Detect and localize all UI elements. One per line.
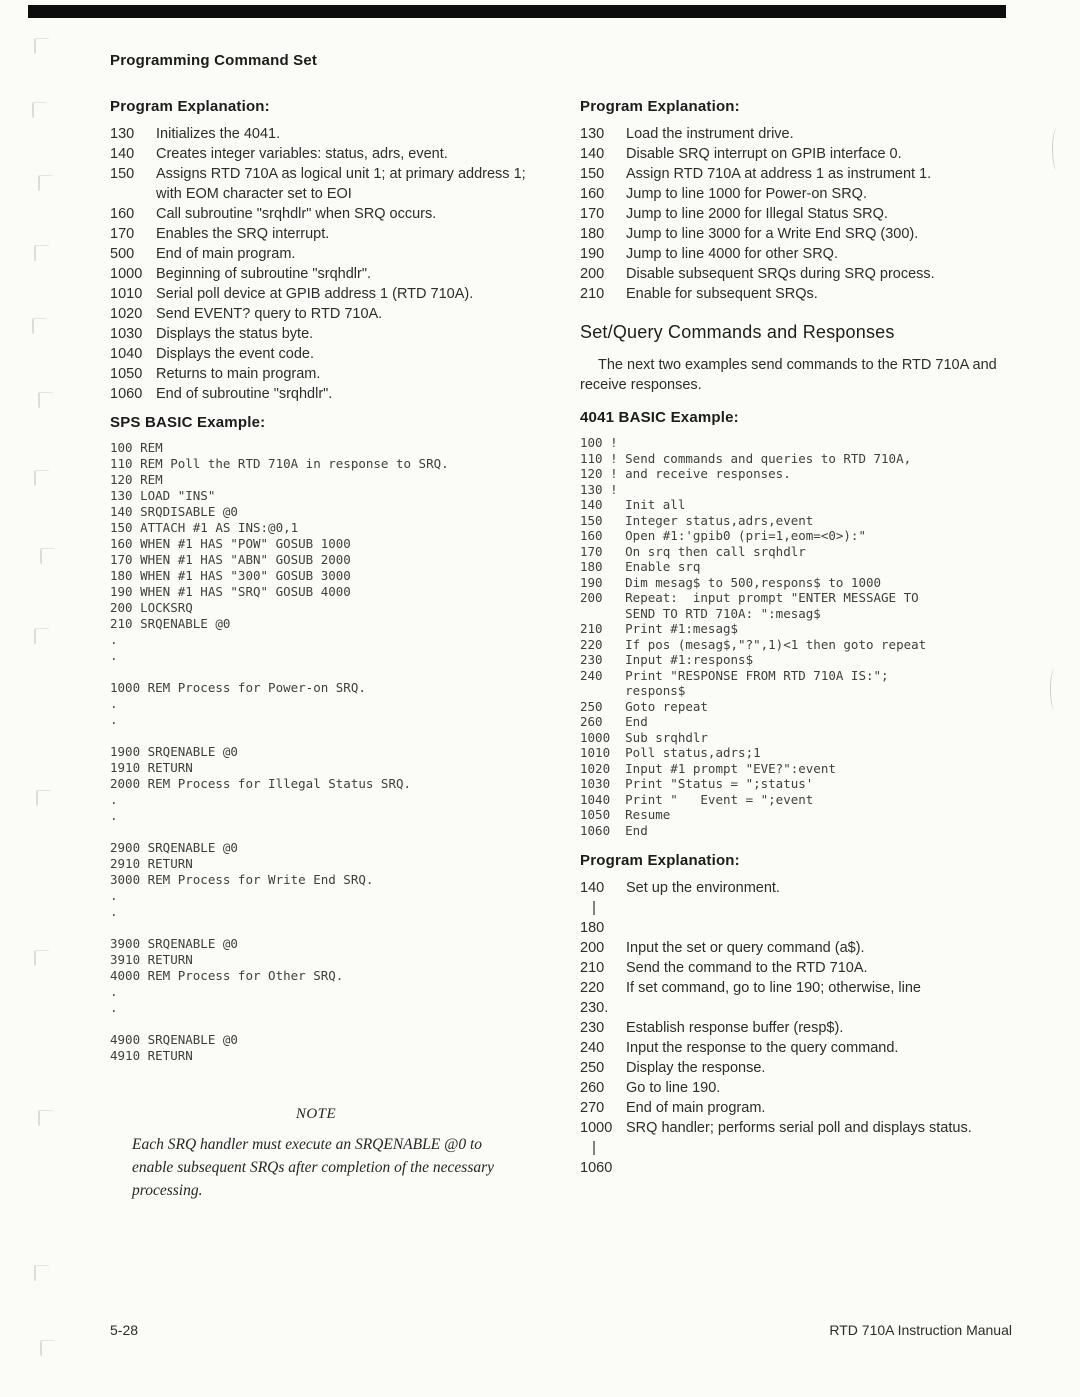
code-line: . xyxy=(110,808,118,823)
code-line: 2000 REM Process for Illegal Status SRQ. xyxy=(110,776,412,791)
note-block xyxy=(110,1106,530,1202)
code-line: 160 WHEN #1 HAS "POW" GOSUB 1000 xyxy=(110,536,351,551)
line-text: Assigns RTD 710A as logical unit 1; at primary address 1; with EOM character set to EOI xyxy=(156,166,526,202)
explanation-item xyxy=(580,144,1020,164)
code-line: 170 WHEN #1 HAS "ABN" GOSUB 2000 xyxy=(110,552,351,567)
code-line: . xyxy=(110,632,118,647)
line-text: Input the set or query command (a$). xyxy=(626,940,865,956)
line-number: 190 xyxy=(580,246,605,262)
line-number: 200 xyxy=(580,266,605,282)
code-line: 180 WHEN #1 HAS "300" GOSUB 3000 xyxy=(110,568,351,583)
code-line: 130 ! xyxy=(580,481,618,497)
line-number: 1000 xyxy=(580,1120,613,1136)
line-number: 150 xyxy=(580,166,605,182)
left-column xyxy=(110,92,530,1202)
code-line: 1000 Sub srqhdlr xyxy=(580,729,708,745)
explanation-item xyxy=(580,1158,1020,1178)
explanation-item xyxy=(580,918,1020,938)
line-text: Creates integer variables: status, adrs, event. xyxy=(156,146,448,162)
line-number: 180 xyxy=(580,920,605,936)
line-text: End of subroutine "srqhdlr". xyxy=(156,386,333,402)
line-text: Set up the environment. xyxy=(626,880,780,896)
line-number: 150 xyxy=(110,166,135,182)
code-line: 2900 SRQENABLE @0 xyxy=(110,840,238,855)
code-line: . xyxy=(110,696,118,711)
code-line: 100 REM xyxy=(110,440,163,455)
explanation-item xyxy=(580,958,1020,978)
code-line: 250 Goto repeat xyxy=(580,698,708,714)
explanation-item xyxy=(580,1098,1020,1118)
explanation-item xyxy=(580,878,1020,898)
explanation-item xyxy=(580,1058,1020,1078)
code-line: 3910 RETURN xyxy=(110,952,193,967)
line-number: 140 xyxy=(580,146,605,162)
line-number: | xyxy=(580,900,596,916)
line-number: 1000 xyxy=(110,266,143,282)
code-line: 160 Open #1:'gpib0 (pri=1,eom=<0>):" xyxy=(580,528,866,543)
line-text xyxy=(626,918,1020,938)
code-line xyxy=(110,728,530,744)
code-line: 190 WHEN #1 HAS "SRQ" GOSUB 4000 xyxy=(110,584,351,599)
line-text: Serial poll device at GPIB address 1 (RTD 710A). xyxy=(156,286,474,302)
explanation-item xyxy=(580,264,1020,284)
line-text: Enables the SRQ interrupt. xyxy=(156,226,330,242)
line-number: 200 xyxy=(580,940,605,956)
code-line: 140 Init all xyxy=(580,497,686,512)
explanation-item xyxy=(580,244,1020,264)
explanation-item xyxy=(580,1078,1020,1098)
code-line: respons$ xyxy=(580,683,686,698)
explanation-item xyxy=(110,264,530,284)
code-line: 1030 Print "Status = ";status' xyxy=(580,776,814,791)
explanation-item xyxy=(110,344,530,364)
explanation-item xyxy=(580,124,1020,144)
line-text xyxy=(626,898,1020,918)
line-text: Go to line 190. xyxy=(626,1080,721,1096)
line-text xyxy=(626,998,1020,1018)
code-line: SEND TO RTD 710A: ":mesag$ xyxy=(580,605,821,621)
line-number: 1060 xyxy=(580,1160,613,1176)
explanation-item xyxy=(110,244,530,264)
code-line: . xyxy=(110,1000,118,1015)
code-line xyxy=(110,920,530,936)
right-explanation2-heading: Program Explanation: xyxy=(580,852,740,869)
code-line: . xyxy=(110,712,118,727)
code-line: 130 LOAD "INS" xyxy=(110,488,216,503)
explanation-item xyxy=(110,224,530,244)
right-explanation2-list xyxy=(580,878,1020,1178)
page-body xyxy=(110,92,1020,1202)
line-number: 1050 xyxy=(110,366,143,382)
explanation-item xyxy=(110,304,530,324)
line-text: Displays the event code. xyxy=(156,346,314,362)
sps-basic-code xyxy=(110,440,530,1064)
line-number: 1010 xyxy=(110,286,143,302)
basic-4041-heading: 4041 BASIC Example: xyxy=(580,409,739,426)
line-number: 250 xyxy=(580,1060,605,1076)
manual-title: RTD 710A Instruction Manual xyxy=(829,1322,1012,1338)
sps-basic-heading: SPS BASIC Example: xyxy=(110,414,266,431)
line-number: 1030 xyxy=(110,326,143,342)
explanation-item xyxy=(580,978,1020,998)
code-line: 200 LOCKSRQ xyxy=(110,600,193,615)
line-text: Send EVENT? query to RTD 710A. xyxy=(156,306,383,322)
line-text: Display the response. xyxy=(626,1060,766,1076)
line-number: 180 xyxy=(580,226,605,242)
code-line: . xyxy=(110,904,118,919)
code-line: 1050 Resume xyxy=(580,807,671,822)
code-line: 260 End xyxy=(580,714,648,729)
code-line xyxy=(110,824,530,840)
note-text: Each SRQ handler must execute an SRQENABLE @0 to enable subsequent SRQs after completion of the necessary processing. xyxy=(132,1136,495,1199)
code-line: 120 REM xyxy=(110,472,163,487)
code-line: . xyxy=(110,888,118,903)
code-line: 150 Integer status,adrs,event xyxy=(580,512,814,528)
code-line: 240 Print "RESPONSE FROM RTD 710A IS:"; xyxy=(580,667,889,683)
basic-4041-code xyxy=(580,435,1020,838)
code-line: 1010 Poll status,adrs;1 xyxy=(580,745,761,760)
code-line: . xyxy=(110,984,118,999)
code-line: 1000 REM Process for Power-on SRQ. xyxy=(110,680,366,695)
line-text: Jump to line 4000 for other SRQ. xyxy=(626,246,838,262)
explanation-item xyxy=(580,1118,1020,1138)
code-line: 1910 RETURN xyxy=(110,760,193,775)
explanation-item xyxy=(110,164,530,204)
code-line: 220 If pos (mesag$,"?",1)<1 then goto repeat xyxy=(580,636,927,652)
left-explanation-list xyxy=(110,124,530,404)
left-explanation-heading: Program Explanation: xyxy=(110,98,270,115)
line-number: 130 xyxy=(110,126,135,142)
page-header: Programming Command Set xyxy=(110,52,318,69)
code-line: 210 SRQENABLE @0 xyxy=(110,616,231,631)
explanation-item xyxy=(580,938,1020,958)
code-line: 200 Repeat: input prompt "ENTER MESSAGE TO xyxy=(580,590,919,605)
line-text: Jump to line 1000 for Power-on SRQ. xyxy=(626,186,867,202)
explanation-item xyxy=(580,164,1020,184)
code-line: 120 ! and receive responses. xyxy=(580,466,791,481)
code-line: 1040 Print " Event = ";event xyxy=(580,791,814,807)
line-text: Disable subsequent SRQs during SRQ process. xyxy=(626,266,935,282)
line-number: 140 xyxy=(110,146,135,162)
code-line: . xyxy=(110,648,118,663)
scan-top-bar xyxy=(28,5,1006,18)
explanation-item xyxy=(110,124,530,144)
line-number: 160 xyxy=(580,186,605,202)
code-line: 140 SRQDISABLE @0 xyxy=(110,504,238,519)
code-line: 1060 End xyxy=(580,822,648,838)
line-text: Call subroutine "srqhdlr" when SRQ occurs. xyxy=(156,206,437,222)
code-line: . xyxy=(110,792,118,807)
line-number: 210 xyxy=(580,960,605,976)
code-line: 3000 REM Process for Write End SRQ. xyxy=(110,872,374,887)
line-text: Initializes the 4041. xyxy=(156,126,281,142)
line-text: Disable SRQ interrupt on GPIB interface 0. xyxy=(626,146,902,162)
line-number: 240 xyxy=(580,1040,605,1056)
line-text: Jump to line 3000 for a Write End SRQ (300). xyxy=(626,226,919,242)
explanation-item xyxy=(110,324,530,344)
line-text: Beginning of subroutine "srqhdlr". xyxy=(156,266,372,282)
line-number: 1060 xyxy=(110,386,143,402)
line-text xyxy=(626,1138,1020,1158)
explanation-item xyxy=(580,898,1020,918)
line-number: 230. xyxy=(580,1000,609,1016)
right-column xyxy=(580,92,1020,1202)
page-footer xyxy=(110,1322,1012,1338)
line-number: 500 xyxy=(110,246,135,262)
page-number: 5-28 xyxy=(110,1322,139,1338)
code-line: 3900 SRQENABLE @0 xyxy=(110,936,238,951)
right-explanation-heading: Program Explanation: xyxy=(580,98,740,115)
explanation-item xyxy=(110,144,530,164)
line-number: 170 xyxy=(110,226,135,242)
explanation-item xyxy=(580,204,1020,224)
explanation-item xyxy=(110,364,530,384)
line-number: | xyxy=(580,1140,596,1156)
explanation-item xyxy=(580,1038,1020,1058)
explanation-item xyxy=(580,184,1020,204)
code-line: 100 ! xyxy=(580,435,618,450)
line-number: 1040 xyxy=(110,346,143,362)
set-query-section-title: Set/Query Commands and Responses xyxy=(580,322,895,342)
line-number: 1020 xyxy=(110,306,143,322)
right-explanation-list xyxy=(580,124,1020,304)
explanation-item xyxy=(580,224,1020,244)
set-query-intro: The next two examples send commands to the RTD 710A and receive responses. xyxy=(580,357,997,393)
line-number: 220 xyxy=(580,980,605,996)
line-text: If set command, go to line 190; otherwise, line xyxy=(626,980,921,996)
line-text: End of main program. xyxy=(156,246,296,262)
code-line: 170 On srq then call srqhdlr xyxy=(580,543,806,559)
explanation-item xyxy=(580,284,1020,304)
line-text: Assign RTD 710A at address 1 as instrument 1. xyxy=(626,166,932,182)
code-line: 190 Dim mesag$ to 500,respons$ to 1000 xyxy=(580,574,882,590)
line-text: Enable for subsequent SRQs. xyxy=(626,286,818,302)
explanation-item xyxy=(110,204,530,224)
line-number: 270 xyxy=(580,1100,605,1116)
line-text: Jump to line 2000 for Illegal Status SRQ. xyxy=(626,206,888,222)
line-text: Load the instrument drive. xyxy=(626,126,794,142)
code-line: 110 REM Poll the RTD 710A in response to SRQ. xyxy=(110,456,449,471)
code-line xyxy=(110,664,530,680)
line-text: Send the command to the RTD 710A. xyxy=(626,960,868,976)
code-line: 4900 SRQENABLE @0 xyxy=(110,1032,238,1047)
explanation-item xyxy=(580,1138,1020,1158)
line-number: 260 xyxy=(580,1080,605,1096)
line-text: Returns to main program. xyxy=(156,366,321,382)
note-title: NOTE xyxy=(295,1106,337,1122)
line-number: 210 xyxy=(580,286,605,302)
code-line: 180 Enable srq xyxy=(580,559,701,574)
line-number: 230 xyxy=(580,1020,605,1036)
explanation-item xyxy=(110,284,530,304)
line-number: 130 xyxy=(580,126,605,142)
line-text: End of main program. xyxy=(626,1100,766,1116)
code-line: 230 Input #1:respons$ xyxy=(580,652,754,667)
line-number: 160 xyxy=(110,206,135,222)
code-line: 150 ATTACH #1 AS INS:@0,1 xyxy=(110,520,299,535)
line-text: Displays the status byte. xyxy=(156,326,314,342)
code-line: 210 Print #1:mesag$ xyxy=(580,621,739,636)
line-text: Input the response to the query command. xyxy=(626,1040,899,1056)
line-number: 140 xyxy=(580,880,605,896)
code-line: 4910 RETURN xyxy=(110,1048,193,1063)
explanation-item xyxy=(580,1018,1020,1038)
line-number: 170 xyxy=(580,206,605,222)
code-line: 110 ! Send commands and queries to RTD 710A, xyxy=(580,450,912,466)
line-text: Establish response buffer (resp$). xyxy=(626,1020,844,1036)
code-line xyxy=(110,1016,530,1032)
code-line: 1900 SRQENABLE @0 xyxy=(110,744,238,759)
code-line: 1020 Input #1 prompt "EVE?":event xyxy=(580,760,836,776)
code-line: 2910 RETURN xyxy=(110,856,193,871)
code-line: 4000 REM Process for Other SRQ. xyxy=(110,968,344,983)
explanation-item xyxy=(110,384,530,404)
explanation-item xyxy=(580,998,1020,1018)
line-text: SRQ handler; performs serial poll and displays status. xyxy=(626,1120,972,1136)
line-text xyxy=(626,1158,1020,1178)
